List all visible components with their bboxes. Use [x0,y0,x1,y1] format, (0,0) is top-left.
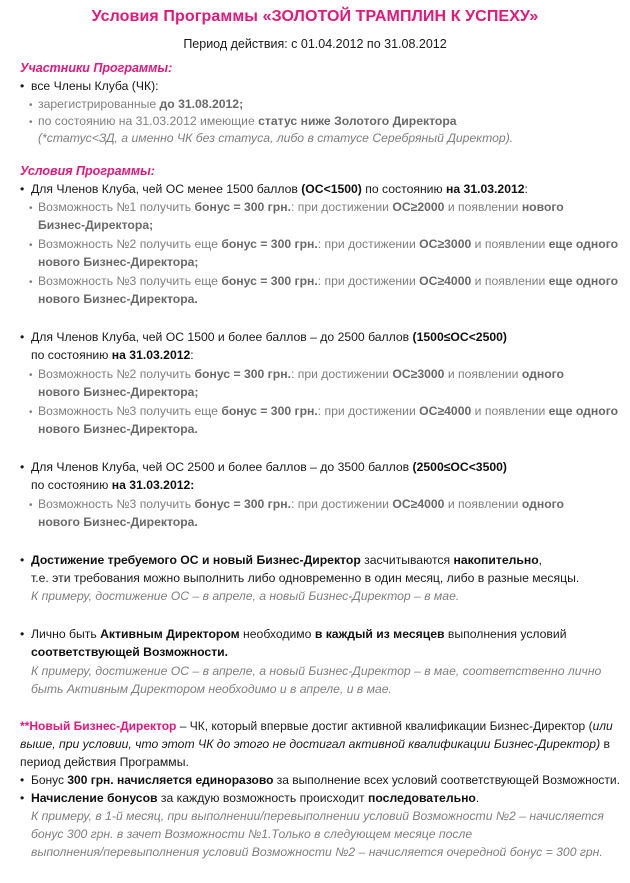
bonus-rule [20,772,620,789]
text-bold: на 31.03.2012 [111,348,191,362]
text-bold: Достижение требуемого ОС и новый Бизнес-Директор [31,553,361,567]
text-bold: ОС≥3000 [392,367,445,381]
text: засчитываются [360,553,454,567]
sub-bullet-icon: • [29,100,33,111]
opportunity-3 [29,273,618,291]
text: : при достижении [290,200,393,214]
opportunity-3-cont [38,291,198,308]
participants-sub-2 [29,113,457,131]
text: Возможность №3 получить еще [38,404,222,418]
participants-item [20,78,159,95]
text: Возможность №3 получить еще [38,274,222,288]
text: Возможность №3 получить [38,497,195,511]
text-bold: Начисление бонусов [31,791,158,805]
new-director-term: **Новый Бизнес-Директор [20,719,177,733]
sequence-example-3: выполнения/перевыполнения условий Возможности №2 – начисляется очередной бонус = 300 грн. [31,845,603,859]
text-bold: бонус = 300 грн. [221,404,318,418]
bullet-icon: • [20,79,25,93]
text-bold: ОС≥2000 [392,200,445,214]
cumulative-rule-cont: т.е. эти требования можно выполнить либо одновременно в один месяц, либо в разные месяцы. [31,571,580,585]
participants-sub-1 [29,96,243,114]
text: Для Членов Клуба, чей ОС 2500 и более баллов – до 3500 баллов [31,460,413,474]
text-bold: нового Бизнес-Директора. [38,515,198,529]
sub-bullet-icon: • [29,407,33,418]
condition-group-3-cont [31,477,194,494]
text-bold: Бизнес-Директора; [38,218,154,232]
text-bold: ОС≥4000 [419,404,472,418]
text-bold: нового Бизнес-Директора; [38,385,199,399]
sub-bullet-icon: • [29,240,33,251]
opportunity-2 [29,236,618,254]
text: и появлении [471,274,549,288]
text: за выполнение всех условий соответствующей Возможности. [273,773,620,787]
text-bold: одного [521,367,564,381]
sub-bullet-icon: • [29,203,33,214]
text-bold: 300 грн. начисляется единоразово [67,773,274,787]
text-bold: ОС≥4000 [419,274,472,288]
participants-item-text: все Члены Клуба (ЧК): [31,79,159,93]
bullet-icon: • [20,460,25,474]
new-director-definition-cont [20,736,610,753]
text-bold: бонус = 300 грн. [221,274,318,288]
opportunity-3-cont [38,514,198,531]
bullet-icon: • [20,773,25,787]
opportunity-3-cont [38,421,198,438]
participants-note: (*статус<ЗД, а именно ЧК без статуса, либо в статусе Серебряный Директор). [38,131,514,145]
opportunity-2-cont [38,254,198,271]
text: по состоянию на 31.03.2012 имеющие [38,114,259,128]
text: выполнения условий [444,627,567,641]
text: Для Членов Клуба, чей ОС 1500 и более баллов – до 2500 баллов [31,330,413,344]
bullet-icon: • [20,553,25,567]
text: Возможность №2 получить [38,367,195,381]
text-bold: нового Бизнес-Директора. [38,292,198,306]
text-bold: еще одного [548,404,619,418]
text: : при достижении [317,274,420,288]
text: за каждую возможность происходит [157,791,369,805]
text-bold: нового Бизнес-Директора. [38,422,198,436]
text: по состоянию [31,478,112,492]
participants-heading: Участники Программы: [20,61,173,75]
text: и появлении [471,404,549,418]
text-bold: статус ниже Золотого Директора [258,114,457,128]
text: и появлении [444,367,522,381]
text-bold: последовательно [368,791,476,805]
text: : [190,348,194,362]
sequence-example-2: бонус 300 грн. в зачет Возможности №1.Только в следующем месяце после [31,827,473,841]
text: : при достижении [317,237,420,251]
text-bold: до 31.08.2012; [159,97,244,111]
text: , [538,553,543,567]
bullet-icon: • [20,182,25,196]
text-italic: или [592,719,613,733]
text: и появлении [444,200,522,214]
text: : [524,182,528,196]
text-bold: еще одного [548,274,619,288]
text-bold: на 31.03.2012 [446,182,525,196]
condition-group-1 [20,181,528,198]
text: : при достижении [317,404,420,418]
text: и появлении [471,237,549,251]
text-bold: Активным Директором [100,627,240,641]
bullet-icon: • [20,791,25,805]
text-bold: бонус = 300 грн. [221,237,318,251]
sub-bullet-icon: • [29,117,33,128]
text-bold: на 31.03.2012: [111,478,195,492]
text: Бонус [31,773,68,787]
text: : при достижении [290,367,393,381]
active-example-2: быть Активным Директором необходимо и в апреле, и в мае. [31,682,392,696]
active-director-rule-cont [31,644,228,661]
sub-bullet-icon: • [29,500,33,511]
text-bold: еще одного [548,237,619,251]
opportunity-3 [29,496,564,514]
text: в [600,737,611,751]
text: и появлении [444,497,522,511]
text-bold: бонус = 300 грн. [194,200,291,214]
text-bold: в каждый из месяцев [314,627,445,641]
text: Для Членов Клуба, чей ОС менее 1500 баллов [31,182,302,196]
opportunity-2-cont [38,384,198,401]
opportunity-3 [29,403,618,421]
page-title: Условия Программы «ЗОЛОТОЙ ТРАМПЛИН К УСПЕХУ» [91,8,539,25]
text: по состоянию [361,182,447,196]
opportunity-1-cont [38,217,153,234]
text-bold: бонус = 300 грн. [194,367,291,381]
condition-group-2-cont [31,347,194,364]
bullet-icon: • [20,627,25,641]
sequence-example-1: К примеру, в 1-й месяц, при выполнении/перевыполнении условий Возможности №2 – начисляется [31,809,604,823]
new-director-definition [20,718,613,735]
bullet-icon: • [20,330,25,344]
text: Возможность №1 получить [38,200,195,214]
text-bold: ОС≥4000 [392,497,445,511]
text-bold: ОС≥3000 [419,237,472,251]
text: – ЧК, который впервые достиг активной квалификации Бизнес-Директор ( [176,719,593,733]
cumulative-rule [20,552,542,569]
text-bold: (2500≤ОС<3500) [412,460,507,474]
sub-bullet-icon: • [29,370,33,381]
text: : при достижении [290,497,393,511]
text-bold: (ОС<1500) [301,182,362,196]
opportunity-1 [29,199,564,217]
sequence-rule [20,790,479,807]
opportunity-2 [29,366,564,384]
text-bold: нового Бизнес-Директора; [38,255,199,269]
sub-bullet-icon: • [29,277,33,288]
condition-group-3 [20,459,507,476]
program-period: Период действия: с 01.04.2012 по 31.08.2012 [183,37,447,51]
text-italic: выше, при условии, что этот ЧК до этого не достигал активной квалификации Бизнес-Директор) [20,737,601,751]
text-bold: соответствующей Возможности. [31,645,229,659]
new-director-definition-end: период действия Программы. [20,755,189,769]
text: зарегистрированные [38,97,160,111]
text: Возможность №2 получить еще [38,237,222,251]
active-director-rule [20,626,567,643]
text: необходимо [239,627,315,641]
text-bold: одного [521,497,564,511]
text-bold: нового [521,200,564,214]
text: Лично быть [31,627,101,641]
text-bold: накопительно [453,553,539,567]
condition-group-2 [20,329,507,346]
text-bold: бонус = 300 грн. [194,497,291,511]
cumulative-example: К примеру, достижение ОС – в апреле, а новый Бизнес-Директор – в мае. [31,589,460,603]
text: . [475,791,480,805]
text: по состоянию [31,348,112,362]
active-example-1: К примеру, достижение ОС – в апреле, а новый Бизнес-Директор – в мае, соответственно лично [31,664,602,678]
conditions-heading: Условия Программы: [20,164,155,178]
text-bold: (1500≤ОС<2500) [412,330,507,344]
